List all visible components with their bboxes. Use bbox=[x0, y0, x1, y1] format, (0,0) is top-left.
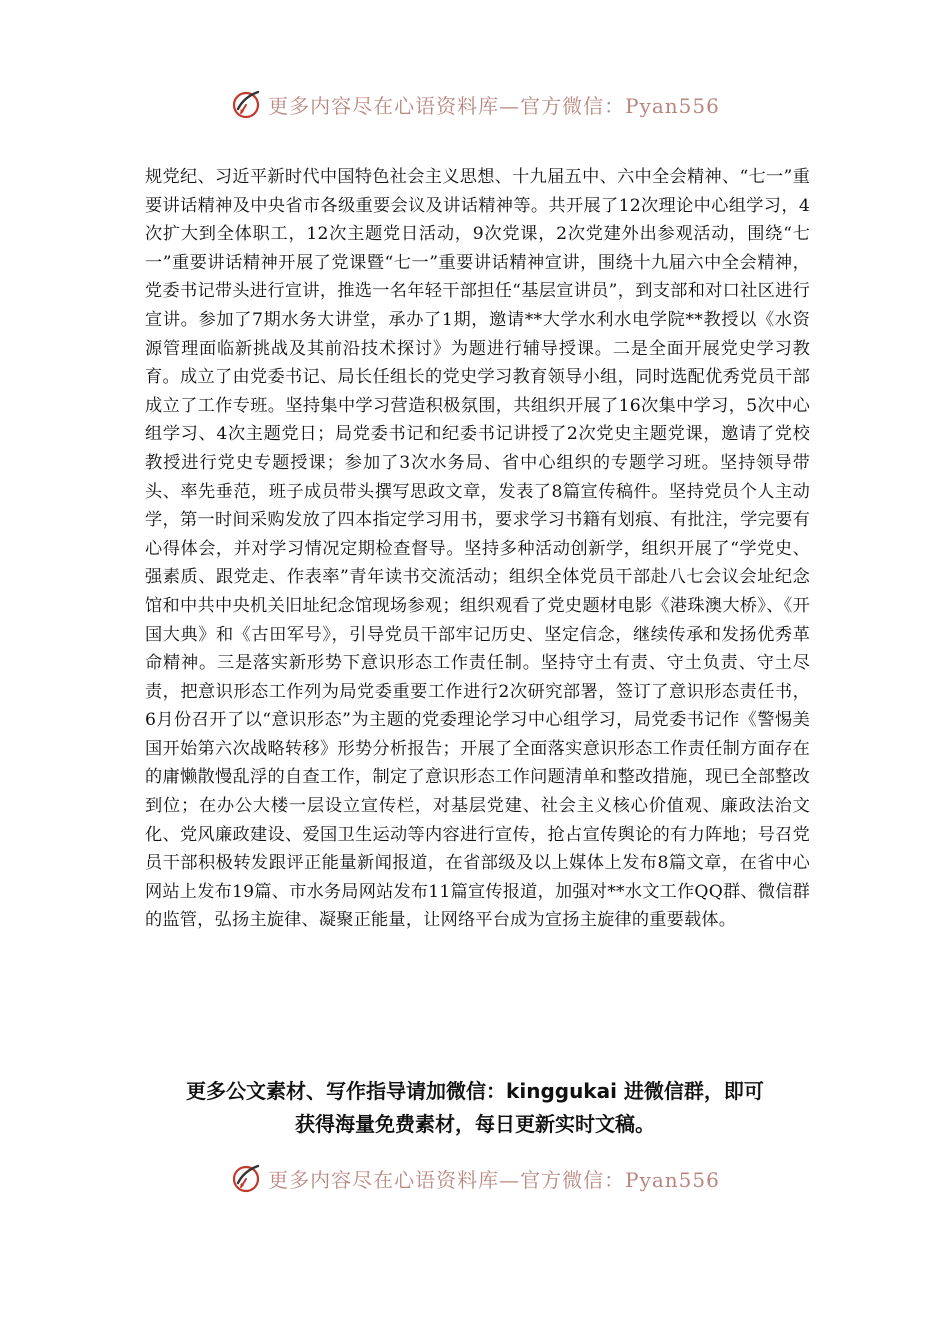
banner-text: 更多内容尽在心语资料库—官方微信：Pyan556 bbox=[268, 1167, 720, 1192]
footer-note-line-1: 更多公文素材、写作指导请加微信：kinggukai 进微信群，即可 bbox=[186, 1079, 764, 1103]
pen-logo-icon bbox=[230, 1161, 264, 1195]
body-paragraph: 规党纪、习近平新时代中国特色社会主义思想、十九届五中、六中全会精神、“七一”重要讲话精神及中央省市各级重要会议及讲话精神等。共开展了12次理论中心组学习，4次扩大到全体职工，12次主题党日活动，9次党课，2次党建外出参观活动，围绕“七一”重要讲话精神开展了党课暨“七一”重要讲话精神宣讲，围绕十九届六中全会精神，党委书记带头进行宣讲，推选一名年轻干部担任“基层宣讲员”，到支部和对口社区进行宣讲。参加了7期水务大讲堂，承办了1期，邀请**大学水利水电学院**教授以《水资源管理面临新挑战及其前沿技术探讨》为题进行辅导授课。二是全面开展党史学习教育。成立了由党委书记、局长任组长的党史学习教育领导小组，同时选配优秀党员干部成立了工作专班。坚持集中学习营造积极氛围，共组织开展了16次集中学习，5次中心组学习、4次主题党日；局党委书记和纪委书记讲授了2次党史主题党课，邀请了党校教授进行党史专题授课；参加了3次水务局、省中心组织的专题学习班。坚持领导带头、率先垂范，班子成员带头撰写思政文章，发表了8篇宣传稿件。坚持党员个人主动学，第一时间采购发放了四本指定学习用书，要求学习书籍有划痕、有批注，学完要有心得体会，并对学习情况定期检查督导。坚持多种活动创新学，组织开展了“学党史、强素质、跟党走、作表率”青年读书交流活动；组织全体党员干部赴八七会议会址纪念馆和中共中央机关旧址纪念馆现场参观；组织观看了党史题材电影《港珠澳大桥》、《开国大典》和《古田军号》，引导党员干部牢记历史、坚定信念，继续传承和发扬优秀革命精神。三是落实新形势下意识形态工作责任制。坚持守土有责、守土负责、守土尽责，把意识形态工作列为局党委重要工作进行2次研究部署，签订了意识形态责任书，6月份召开了以“意识形态”为主题的党委理论学习中心组学习，局党委书记作《警惕美国开始第六次战略转移》形势分析报告；开展了全面落实意识形态工作责任制方面存在的庸懒散慢乱浮的自查工作，制定了意识形态工作问题清单和整改措施，现已全部整改到位；在办公大楼一层设立宣传栏，对基层党建、社会主义核心价值观、廉政法治文化、党风廉政建设、爱国卫生运动等内容进行宣传，抢占宣传舆论的有力阵地；号召党员干部积极转发跟评正能量新闻报道，在省部级及以上媒体上发布8篇文章，在省中心网站上发布19篇、市水务局网站发布11篇宣传报道，加强对**水文工作QQ群、微信群的监管，弘扬主旋律、凝聚正能量，让网络平台成为宣扬主旋律的重要载体。 bbox=[145, 167, 810, 931]
footer-note bbox=[0, 1075, 950, 1141]
pen-logo-icon bbox=[230, 87, 264, 121]
footer-note-line-2: 获得海量免费素材，每日更新实时文稿。 bbox=[295, 1112, 655, 1136]
header-banner bbox=[0, 84, 950, 124]
banner-text: 更多内容尽在心语资料库—官方微信：Pyan556 bbox=[268, 93, 720, 118]
footer-banner bbox=[0, 1158, 950, 1198]
